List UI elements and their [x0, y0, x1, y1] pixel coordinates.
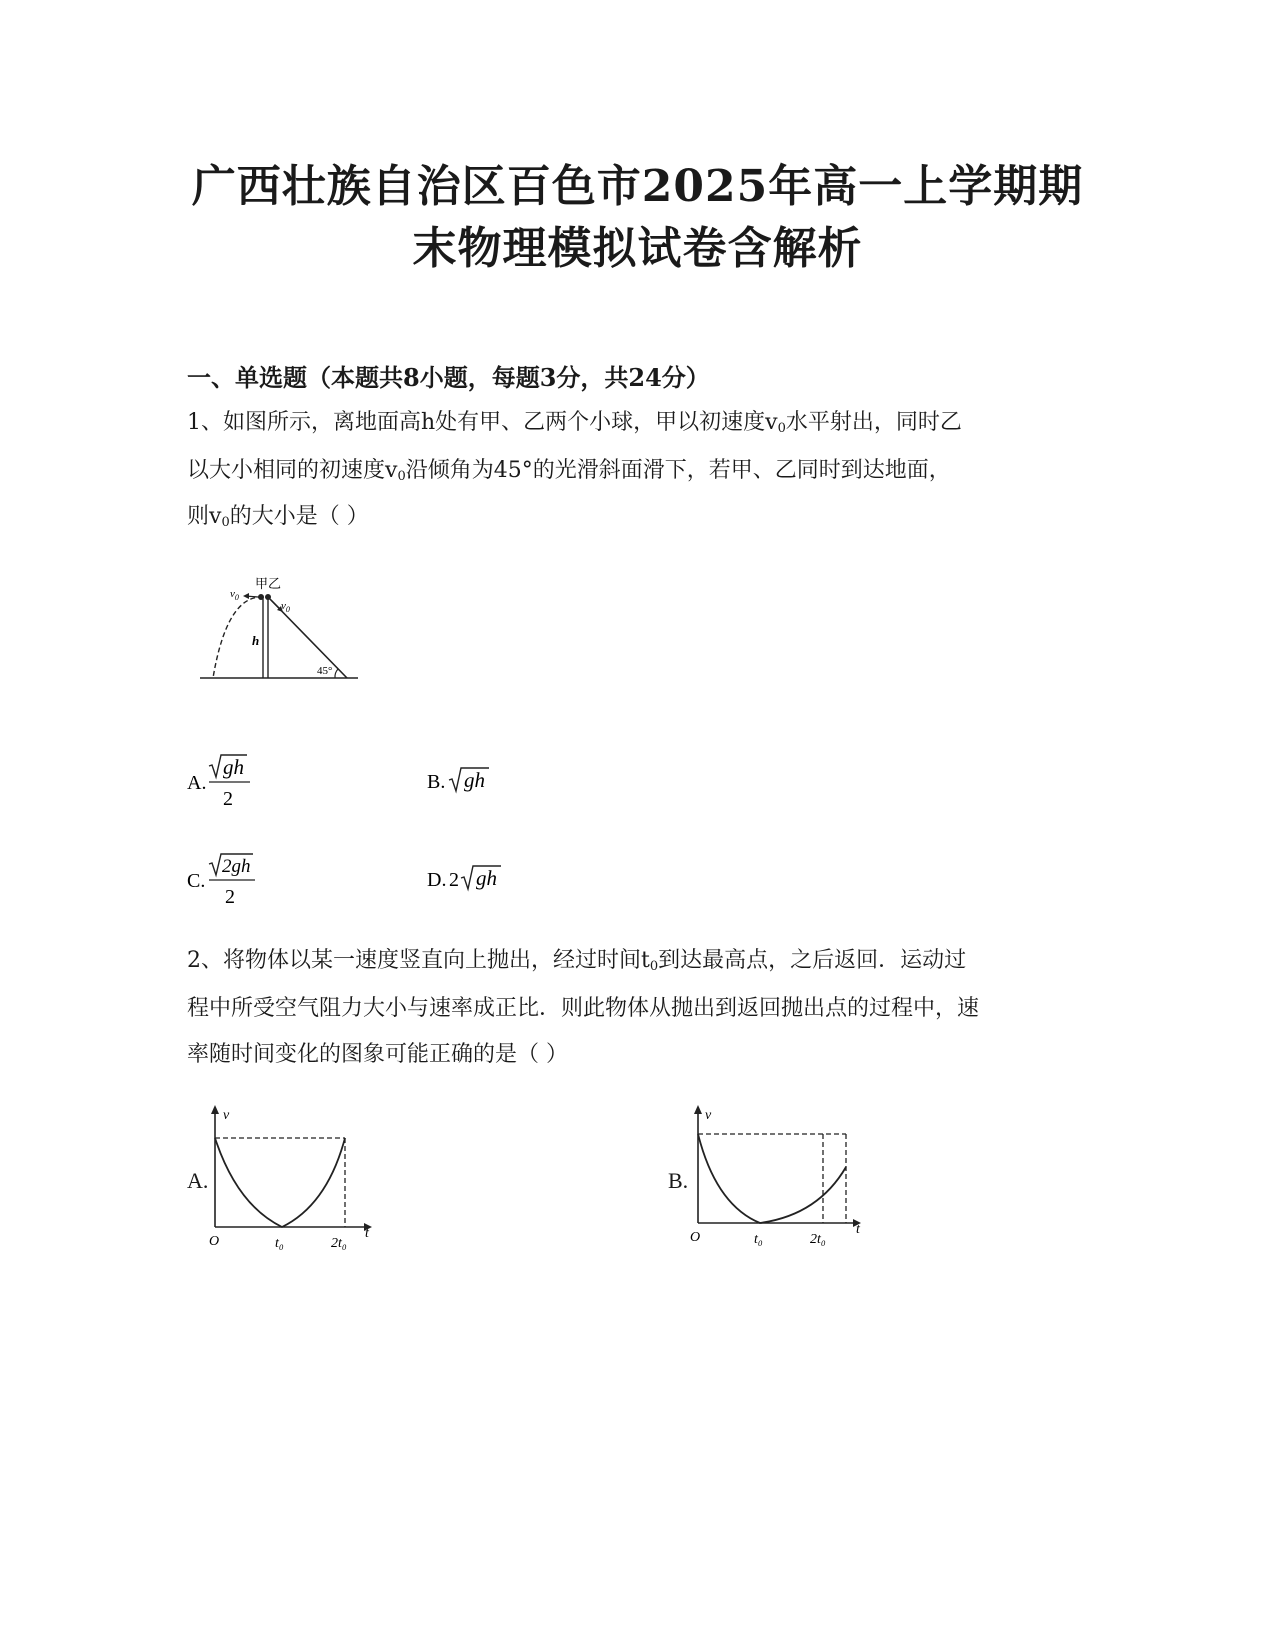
q1-line3-part2: 的大小是（ ）	[229, 504, 369, 529]
graph-a-origin: O	[209, 1234, 220, 1249]
option-b-label: B.	[427, 771, 446, 793]
q2-line3: 率随时间变化的图象可能正确的是（ ）	[187, 1042, 568, 1067]
subscript-zero: 0	[777, 421, 786, 436]
q1-line1	[187, 405, 962, 436]
q2-graph-b	[688, 1105, 878, 1255]
option-c-label: C.	[187, 870, 206, 892]
label-v0-right: $v_0$	[281, 600, 290, 614]
section-heading: 一、单选题（本题共8小题，每题3分，共24分）	[187, 363, 710, 392]
option-a-label: A.	[187, 772, 207, 794]
q1-figure	[195, 570, 375, 695]
graph-a-label: A.	[187, 1168, 209, 1193]
q1-option-a[interactable]	[187, 752, 297, 820]
graph-b-origin: O	[690, 1230, 701, 1245]
option-c-formula	[187, 850, 307, 912]
option-a-denominator: 2	[223, 788, 233, 810]
q1-option-b[interactable]	[427, 760, 527, 802]
option-d-label: D.	[427, 869, 447, 891]
graph-a-axis-v: v	[223, 1108, 230, 1123]
graph-a-tick-2t0: 2t₀	[331, 1236, 347, 1251]
option-a-formula	[187, 752, 297, 814]
q2-line1	[187, 943, 966, 974]
label-angle: 45°	[317, 665, 333, 677]
graph-a-axis-t: t	[365, 1226, 369, 1241]
graph-b-label: B.	[668, 1168, 689, 1193]
option-d-coefficient: 2	[449, 869, 459, 891]
q2-line2: 程中所受空气阻力大小与速率成正比．则此物体从抛出到返回抛出点的过程中，速	[187, 996, 980, 1021]
graph-b-axis-v: v	[705, 1108, 712, 1123]
subscript-zero: 0	[221, 515, 230, 530]
option-b-radicand: gh	[464, 768, 485, 792]
q1-line2-part2: 沿倾角为45°的光滑斜面滑下，若甲、乙同时到达地面，	[405, 458, 951, 483]
graph-a-tick-t0: t₀	[275, 1236, 284, 1251]
q1-option-c[interactable]	[187, 850, 307, 918]
option-a-numerator: gh	[223, 755, 244, 779]
q2-line1-part2: 到达最高点，之后返回．运动过	[658, 948, 967, 973]
q1-option-d[interactable]	[427, 858, 537, 900]
label-jia-yi: 甲乙	[255, 576, 282, 591]
subscript-zero: 0	[397, 469, 406, 484]
page-title-line1: 广西壮族自治区百色市2025年高一上学期期	[191, 161, 1084, 212]
page-title-line2: 末物理模拟试卷含解析	[412, 223, 863, 274]
option-d-radicand: gh	[476, 866, 497, 890]
subscript-zero: 0	[649, 959, 659, 974]
option-c-denominator: 2	[225, 886, 235, 908]
q1-line1-part2: 水平射出，同时乙	[785, 410, 962, 435]
q1-line3	[187, 499, 369, 530]
q1-line1-part1: 1、如图所示，离地面高h处有甲、乙两个小球，甲以初速度v	[187, 410, 778, 435]
q1-line2	[187, 453, 951, 484]
option-b-formula	[427, 760, 527, 796]
label-h: h	[252, 633, 260, 648]
graph-b-tick-2t0: 2t₀	[810, 1232, 826, 1247]
q2-graph-a	[207, 1105, 387, 1255]
label-v0-left: $v_0$	[230, 588, 239, 602]
q2-line1-part1: 2、将物体以某一速度竖直向上抛出，经过时间t	[187, 948, 650, 973]
option-c-numerator: 2gh	[222, 856, 251, 877]
q1-line3-part1: 则v	[187, 504, 222, 529]
option-d-formula	[427, 858, 537, 894]
graph-b-axis-t: t	[856, 1222, 860, 1237]
q1-line2-part1: 以大小相同的初速度v	[187, 458, 398, 483]
graph-b-tick-t0: t₀	[754, 1232, 763, 1247]
